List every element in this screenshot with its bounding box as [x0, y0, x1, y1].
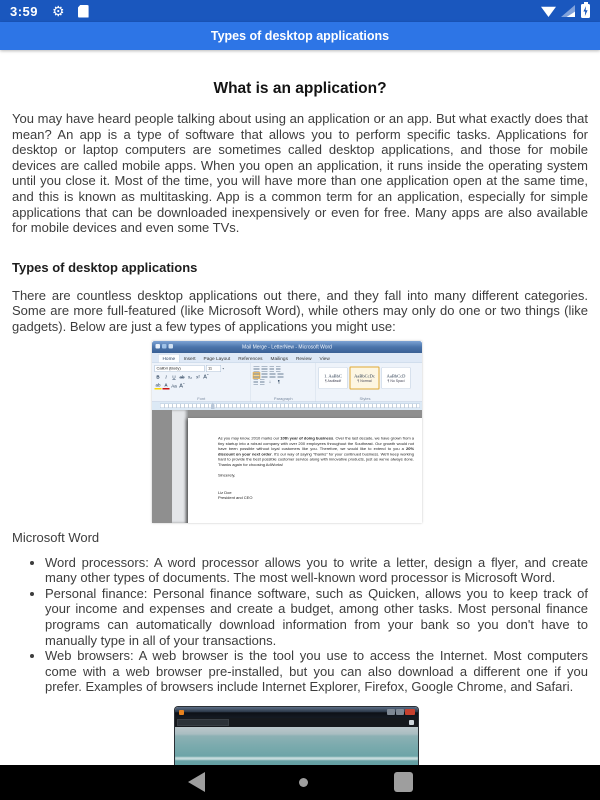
status-time: 3:59 — [10, 3, 39, 19]
font-group-label: Font — [197, 396, 206, 401]
sim-card-icon — [78, 5, 89, 18]
browser-title-bar — [175, 707, 418, 718]
borders-icon — [260, 379, 265, 384]
word-ribbon — [152, 363, 422, 402]
word-tab-page-layout: Page Layout — [203, 355, 231, 362]
app-bar-title: Types of desktop applications — [210, 29, 390, 43]
word-tab-references: References — [238, 355, 263, 362]
minimize-button-icon — [387, 709, 395, 715]
word-font-group — [152, 363, 251, 402]
battery-charging-icon — [581, 4, 590, 18]
align-left-icon — [254, 373, 260, 378]
quick-access-toolbar-icons — [156, 344, 174, 349]
superscript-icon: x² — [196, 374, 200, 380]
clear-format-icon: Aˇ — [179, 382, 185, 389]
word-ruler — [152, 402, 422, 410]
bullet-list-icon — [254, 366, 260, 371]
style-card-asdfasdf: 1. AaBbC ¶ Asdfasdf — [319, 367, 348, 389]
letter-signature-title: President and CEO — [218, 495, 253, 500]
word-tab-view: View — [319, 355, 330, 362]
font-color-icon: A — [164, 382, 168, 388]
article-paragraph-2: There are countless desktop applications out there, and they fall into many different categories. Some are more full-featured (like Microsoft Word), while others may only do one or two things (like gadgets). Below are just a few types of applications you might use: — [12, 287, 588, 334]
page-edge-shadow — [172, 410, 188, 523]
app-bar — [0, 22, 600, 50]
list-item-web-browsers: • Web browsers: A web browser is the tool you use to access the Internet. Most computers come with a web browser pre-installed, but you can also download a different one if you prefer. Examples of browsers include Internet Explorer, Firefox, Google Chrome, and Safari. — [45, 648, 588, 695]
shading-icon — [254, 379, 259, 384]
indent-icon — [276, 366, 281, 371]
grow-font-icon: Aˆ — [203, 373, 209, 380]
browser-screenshot-image — [175, 707, 418, 765]
close-button-icon — [405, 709, 415, 715]
list-item-word-processors: • Word processors: A word processor allows you to write a letter, design a flyer, and create many other types of documents. The most well-known word processor is Microsoft Word. — [45, 555, 588, 586]
window-buttons — [387, 709, 415, 715]
style-card-no-spacing: AaBbCcD ¶ No Spaci — [382, 367, 411, 389]
letter-closing: Sincerely, — [218, 472, 236, 478]
status-bar — [0, 0, 600, 22]
ocean-waves-photo — [175, 727, 418, 765]
wifi-icon — [541, 5, 556, 17]
word-styles-group — [316, 363, 414, 402]
change-case-icon: Aa — [171, 382, 177, 388]
subscript-icon: x₂ — [188, 374, 192, 380]
maximize-button-icon — [396, 709, 404, 715]
article-scroll-area[interactable] — [0, 50, 600, 765]
text-highlight-icon: ab — [155, 382, 161, 388]
address-box — [178, 720, 228, 725]
sort-icon: ↓ — [268, 378, 272, 384]
application-types-list — [12, 555, 588, 695]
article-heading: What is an application? — [213, 80, 387, 97]
word-window — [152, 341, 422, 523]
recents-icon[interactable] — [394, 772, 413, 792]
word-tab-home: Home — [158, 354, 180, 363]
styles-group-label: Styles — [359, 396, 371, 401]
word-image-caption: Microsoft Word — [12, 529, 100, 545]
word-ribbon-tabs — [152, 353, 422, 363]
multilevel-list-icon — [270, 366, 275, 371]
word-screenshot-image — [152, 341, 422, 523]
align-center-icon — [262, 373, 268, 378]
letter-signature-name: Liz Doe — [218, 489, 232, 495]
word-window-title: Mail Merge - LetterNew - Microsoft Word — [242, 343, 332, 350]
numbered-list-icon — [262, 366, 268, 371]
favicon — [179, 710, 184, 715]
italic-icon: I — [165, 374, 167, 380]
bold-icon: B — [156, 374, 160, 380]
style-card-normal: AaBbCcDc ¶ Normal — [350, 366, 380, 389]
justify-icon — [278, 373, 284, 378]
pilcrow-icon: ¶ — [277, 378, 281, 384]
underline-icon: U — [172, 374, 176, 380]
browser-address-bar — [175, 718, 418, 727]
article-subheading: Types of desktop applications — [12, 259, 198, 275]
strikethrough-icon: ab — [179, 374, 185, 380]
dropdown-caret-icon: ▾ — [222, 366, 225, 370]
toolbar-icon — [409, 720, 414, 725]
align-right-icon — [270, 373, 276, 378]
word-tab-insert: Insert — [183, 355, 196, 362]
word-paragraph-group — [251, 363, 316, 402]
word-page — [188, 418, 422, 523]
android-nav-bar — [0, 765, 600, 800]
back-icon[interactable] — [188, 772, 205, 792]
word-document-area — [152, 410, 422, 523]
paragraph-group-label: Paragraph — [273, 396, 293, 401]
article-paragraph-1: You may have heard people talking about using an application or an app. But what exactly does that mean? An app is a type of software that allows you to perform specific tasks. Applications for desktop or laptop computers are sometimes called desktop applications, and those for mobile devices are called mobile apps. When you open an application, it runs inside the operating system until you close it. Most of the time, you will have more than one application open at the same time, and this is known as multitasking. App is a common term for an application, especially for simple applications that can be downloaded inexpensively or even for free. Many apps are also available for mobile devices and even some TVs. — [12, 111, 588, 236]
charging-bolt-icon — [583, 6, 589, 16]
font-name-combo: Calibri (Body) — [155, 365, 205, 372]
font-size-combo: 11 — [206, 365, 221, 372]
word-tab-mailings: Mailings — [270, 355, 288, 362]
word-title-bar — [152, 341, 422, 353]
home-icon[interactable] — [299, 778, 308, 787]
word-tab-review: Review — [295, 355, 312, 362]
settings-gear-icon: ⚙ — [52, 3, 65, 19]
list-item-personal-finance: • Personal finance: Personal finance software, such as Quicken, allows you to keep track of your income and expenses and create a budget, among other tasks. Most personal finance programs can automatically download information from your bank so you don't have to manually type in all of your transactions. — [45, 586, 588, 648]
cell-signal-icon — [561, 5, 575, 17]
letter-text: As you may know, 2010 marks our 10th year of doing business. Over the last decade, we have grown from a tiny startup into a robust company with over 200 employees throughout the Southeast. Our growth would not have been possible without loyal customers like you. Therefore, we would like to extend to you a 20% discount on your next order. It's our way of saying "thanks" for your continued business. We'll keep working hard to provide the best possible customer service along with innovative products, just as we've always done. Thanks again for choosing AdWorks! Sincerely, Liz Doe President and CEO — [218, 435, 414, 500]
